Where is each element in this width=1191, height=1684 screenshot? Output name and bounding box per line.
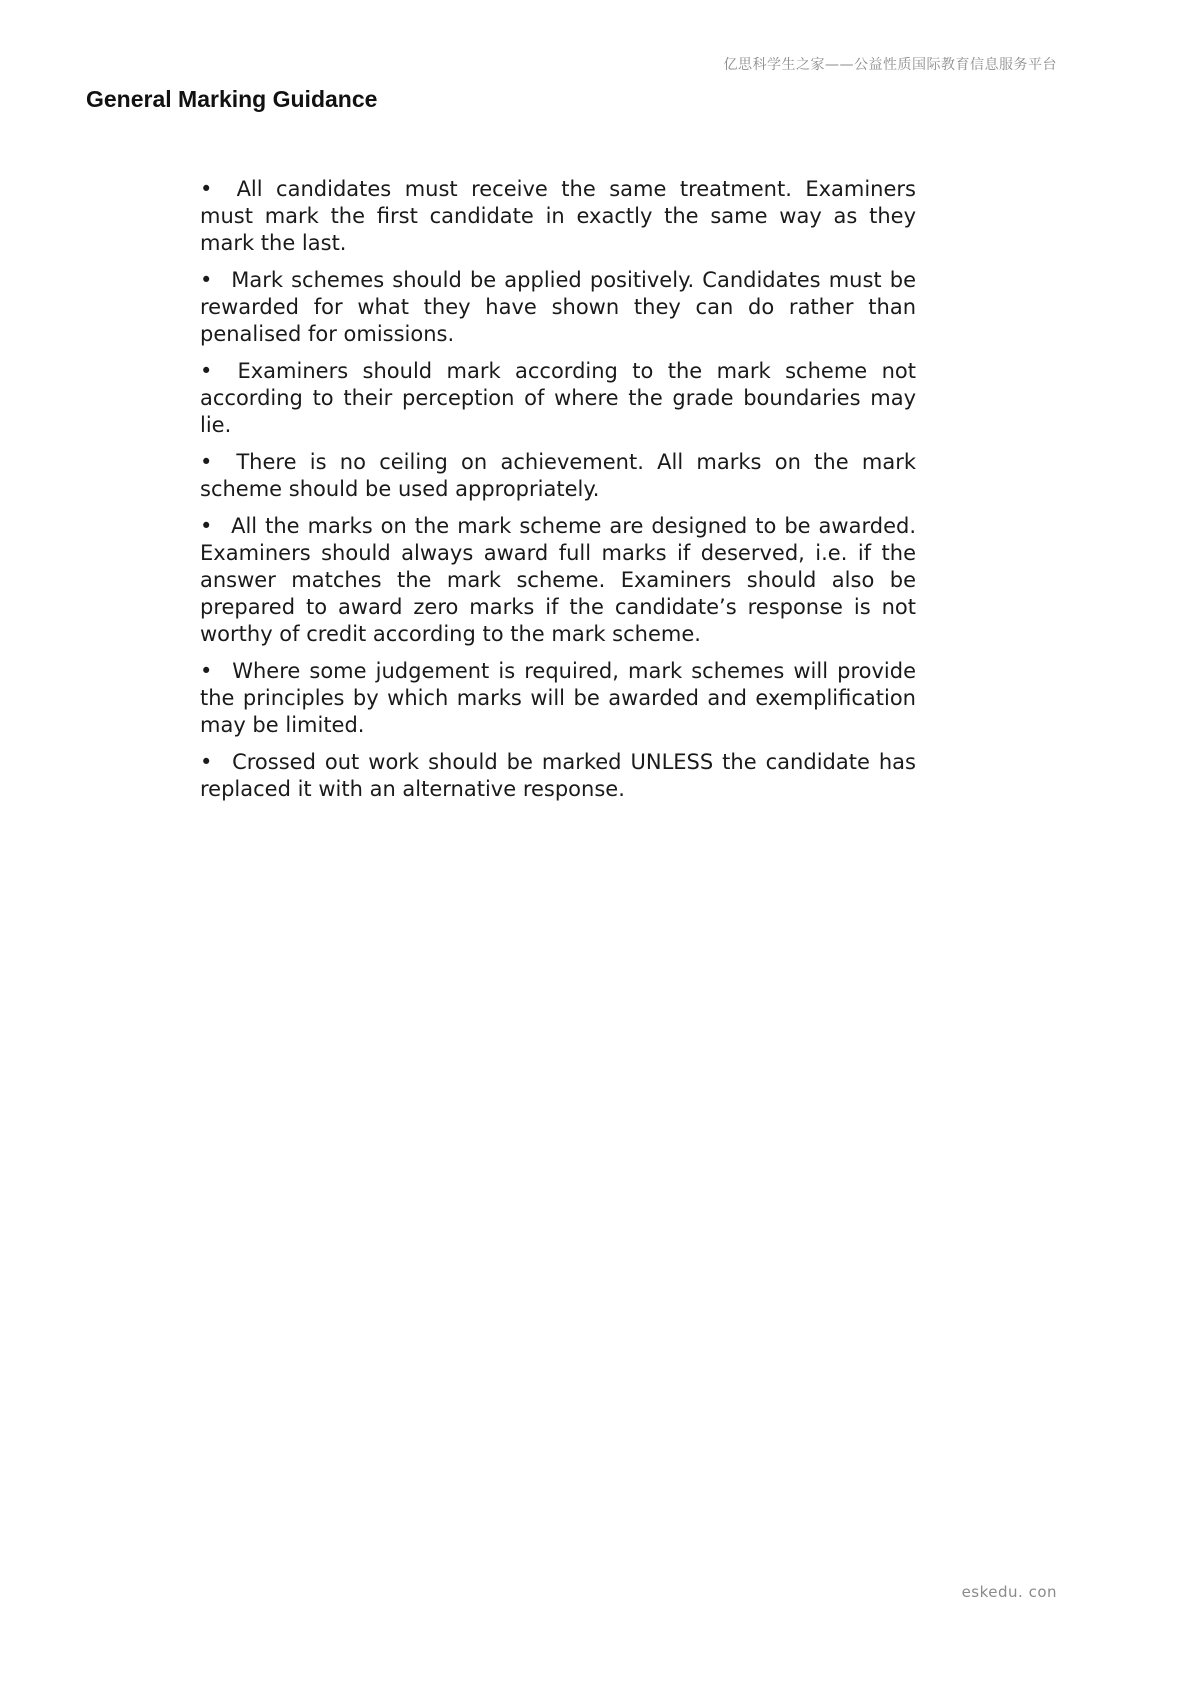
header-watermark: 亿思科学生之家——公益性质国际教育信息服务平台 <box>723 57 1057 73</box>
guidance-item-no-ceiling <box>200 449 916 503</box>
guidance-list <box>200 176 916 813</box>
bullet-icon: • <box>200 177 213 201</box>
guidance-item-text: There is no ceiling on achievement. All marks on the mark scheme should be used appropriately. <box>200 450 916 501</box>
bullet-icon: • <box>200 450 213 474</box>
guidance-item-text: Examiners should mark according to the mark scheme not according to their perception of where the grade boundaries may lie. <box>200 359 916 437</box>
page-title: General Marking Guidance <box>86 86 378 112</box>
guidance-item-crossed-out <box>200 749 916 803</box>
bullet-icon: • <box>200 359 213 383</box>
guidance-item-full-marks <box>200 513 916 648</box>
footer-watermark: eskedu. con <box>961 1583 1057 1601</box>
bullet-icon: • <box>200 659 213 683</box>
guidance-item-judgement <box>200 658 916 739</box>
guidance-item-apply-positively <box>200 267 916 348</box>
guidance-item-text: All the marks on the mark scheme are designed to be awarded. Examiners should always award full marks if deserved, i.e. if the answer matches the mark scheme. Examiners should also be prepared to award zero marks if the candidate’s response is not worthy of credit according to the mark scheme. <box>200 514 916 646</box>
guidance-item-mark-scheme <box>200 358 916 439</box>
guidance-item-text: Where some judgement is required, mark schemes will provide the principles by which marks will be awarded and exemplification may be limited. <box>200 659 916 737</box>
bullet-icon: • <box>200 268 213 292</box>
bullet-icon: • <box>200 514 213 538</box>
bullet-icon: • <box>200 750 213 774</box>
guidance-item-text: Crossed out work should be marked UNLESS the candidate has replaced it with an alternative response. <box>200 750 916 801</box>
guidance-item-text: All candidates must receive the same treatment. Examiners must mark the first candidate in exactly the same way as they mark the last. <box>200 177 916 255</box>
guidance-item-text: Mark schemes should be applied positively. Candidates must be rewarded for what they have shown they can do rather than penalised for omissions. <box>200 268 916 346</box>
guidance-item-same-treatment <box>200 176 916 257</box>
